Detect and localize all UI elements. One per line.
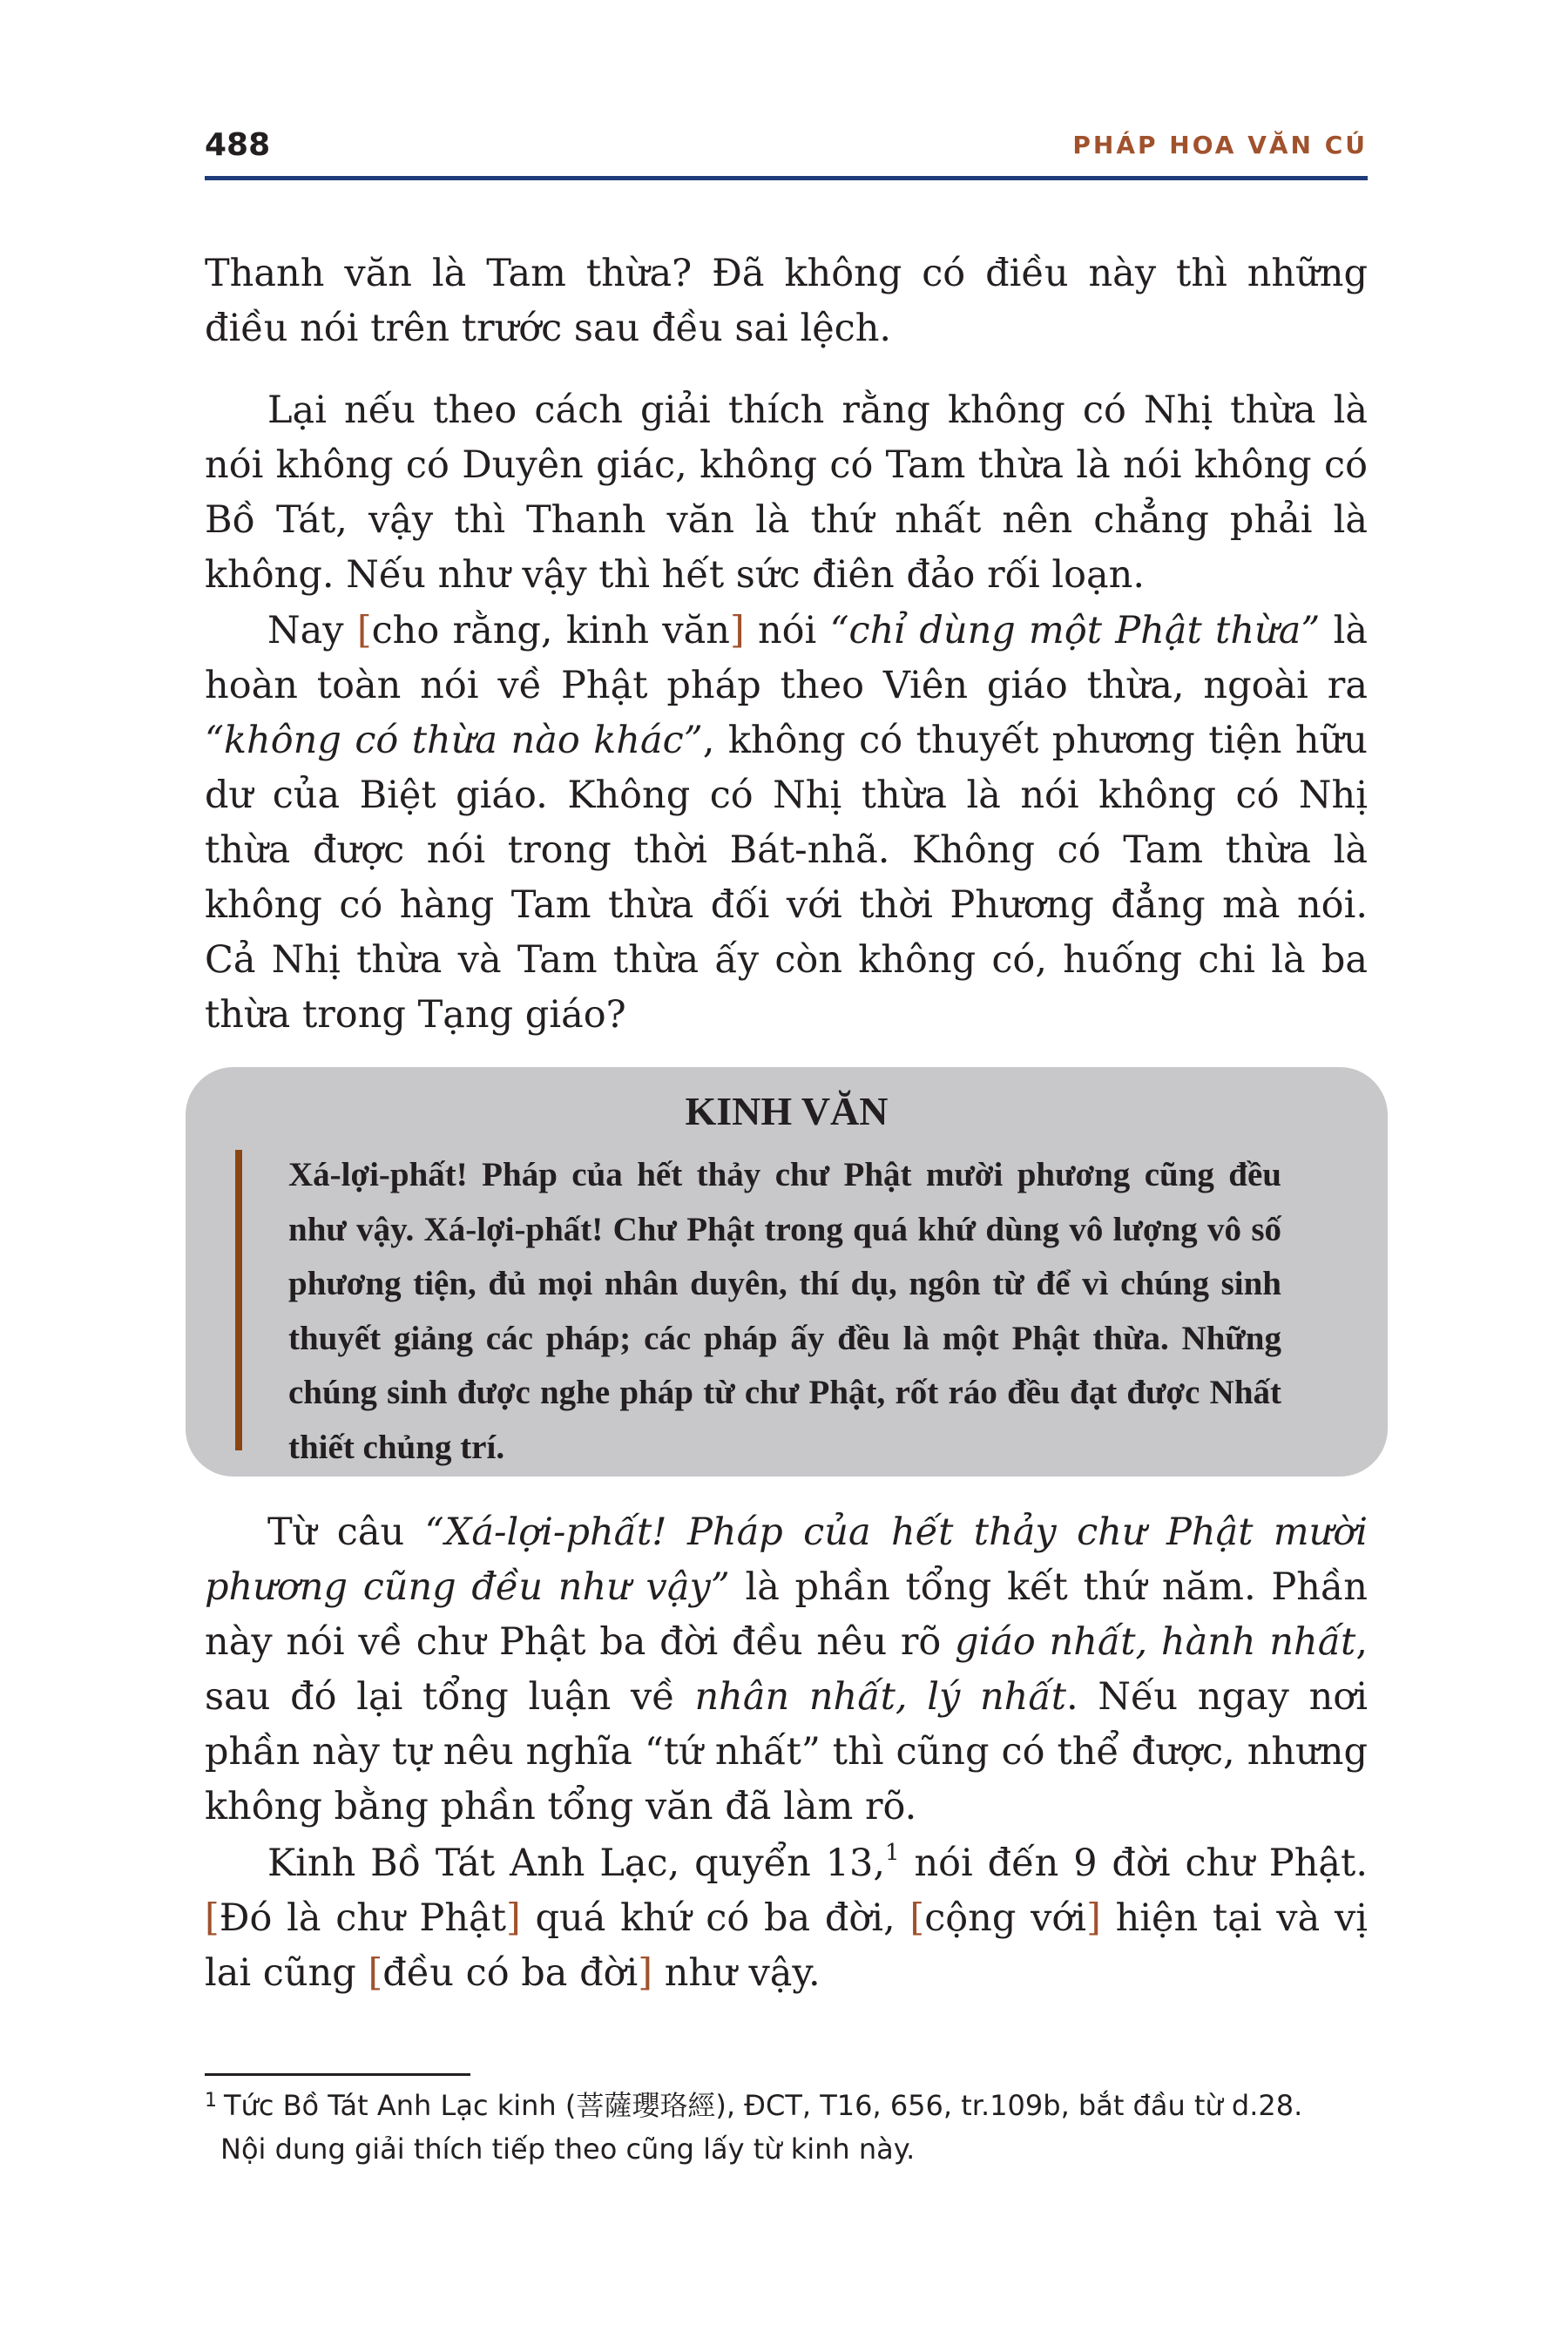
page-number: 488 <box>205 127 271 163</box>
scripture-box <box>186 1067 1388 1477</box>
footnote-rule <box>205 2073 470 2076</box>
footnote-ref[interactable]: 1 <box>885 1840 900 1866</box>
footnote-line-1: $^1$ Tức Bồ Tát Anh Lạc kinh (菩薩瓔珞經), ĐCT, T16, 656, tr.109b, bắt đầu từ d.28. <box>205 2089 1303 2122</box>
paragraph-3: Nay [cho rằng, kinh văn] nói “chỉ dùng một Phật thừa” là hoàn toàn nói về Phật pháp theo Viên giáo thừa, ngoài ra “không có thừa nào khác”, không có thuyết phương tiện hữu dư của Biệt giáo. Không có Nhị thừa là nói không có Nhị thừa được nói trong thời Bát-nhã. Không có Tam thừa là không có hàng Tam thừa đối với thời Phương đẳng mà nói. Cả Nhị thừa và Tam thừa ấy còn không có, huống chi là ba thừa trong Tạng giáo? <box>205 609 1368 1037</box>
scripture-heading: KINH VĂN <box>685 1089 889 1133</box>
footnote-line-2: Nội dung giải thích tiếp theo cũng lấy từ kinh này. <box>220 2132 916 2166</box>
paragraph-2: Lại nếu theo cách giải thích rằng không có Nhị thừa là nói không có Duyên giác, không có Tam thừa là nói không có Bồ Tát, vậy thì Thanh văn là thứ nhất nên chẳng phải là không. Nếu như vậy thì hết sức điên đảo rối loạn. <box>205 389 1368 597</box>
scripture-text: Xá-lợi-phất! Pháp của hết thảy chư Phật mười phương cũng đều như vậy. Xá-lợi-phất! Chư Phật trong quá khứ dùng vô lượng vô số phương tiện, đủ mọi nhân duyên, thí dụ, ngôn từ để vì chúng sinh thuyết giảng các pháp; các pháp ấy đều là một Phật thừa. Những chúng sinh được nghe pháp từ chư Phật, rốt ráo đều đạt được Nhất thiết chủng trí. <box>288 1156 1281 1466</box>
running-title: PHÁP HOA VĂN CÚ <box>1072 131 1368 159</box>
scripture-accent-bar <box>235 1150 242 1450</box>
header-rule <box>205 176 1368 180</box>
paragraph-4: Từ câu “Xá-lợi-phất! Pháp của hết thảy chư Phật mười phương cũng đều như vậy” là phần tổng kết thứ năm. Phần này nói về chư Phật ba đời đều nêu rõ giáo nhất, hành nhất, sau đó lại tổng luận về nhân nhất, lý nhất. Nếu ngay nơi phần này tự nêu nghĩa “tứ nhất” thì cũng có thể được, nhưng không bằng phần tổng văn đã làm rõ. <box>205 1511 1369 1828</box>
paragraph-1: Thanh văn là Tam thừa? Đã không có điều này thì những điều nói trên trước sau đều sai lệch. <box>205 252 1368 350</box>
footnote <box>205 2084 1368 2171</box>
paragraph-5: Kinh Bồ Tát Anh Lạc, quyển 13,$^1$ nói đến 9 đời chư Phật. [Đó là chư Phật] quá khứ có ba đời, [cộng với] hiện tại và vị lai cũng [đều có ba đời] như vậy. <box>205 1840 1368 1995</box>
page-header <box>205 122 1368 174</box>
footnote-number: 1 <box>205 2090 217 2112</box>
